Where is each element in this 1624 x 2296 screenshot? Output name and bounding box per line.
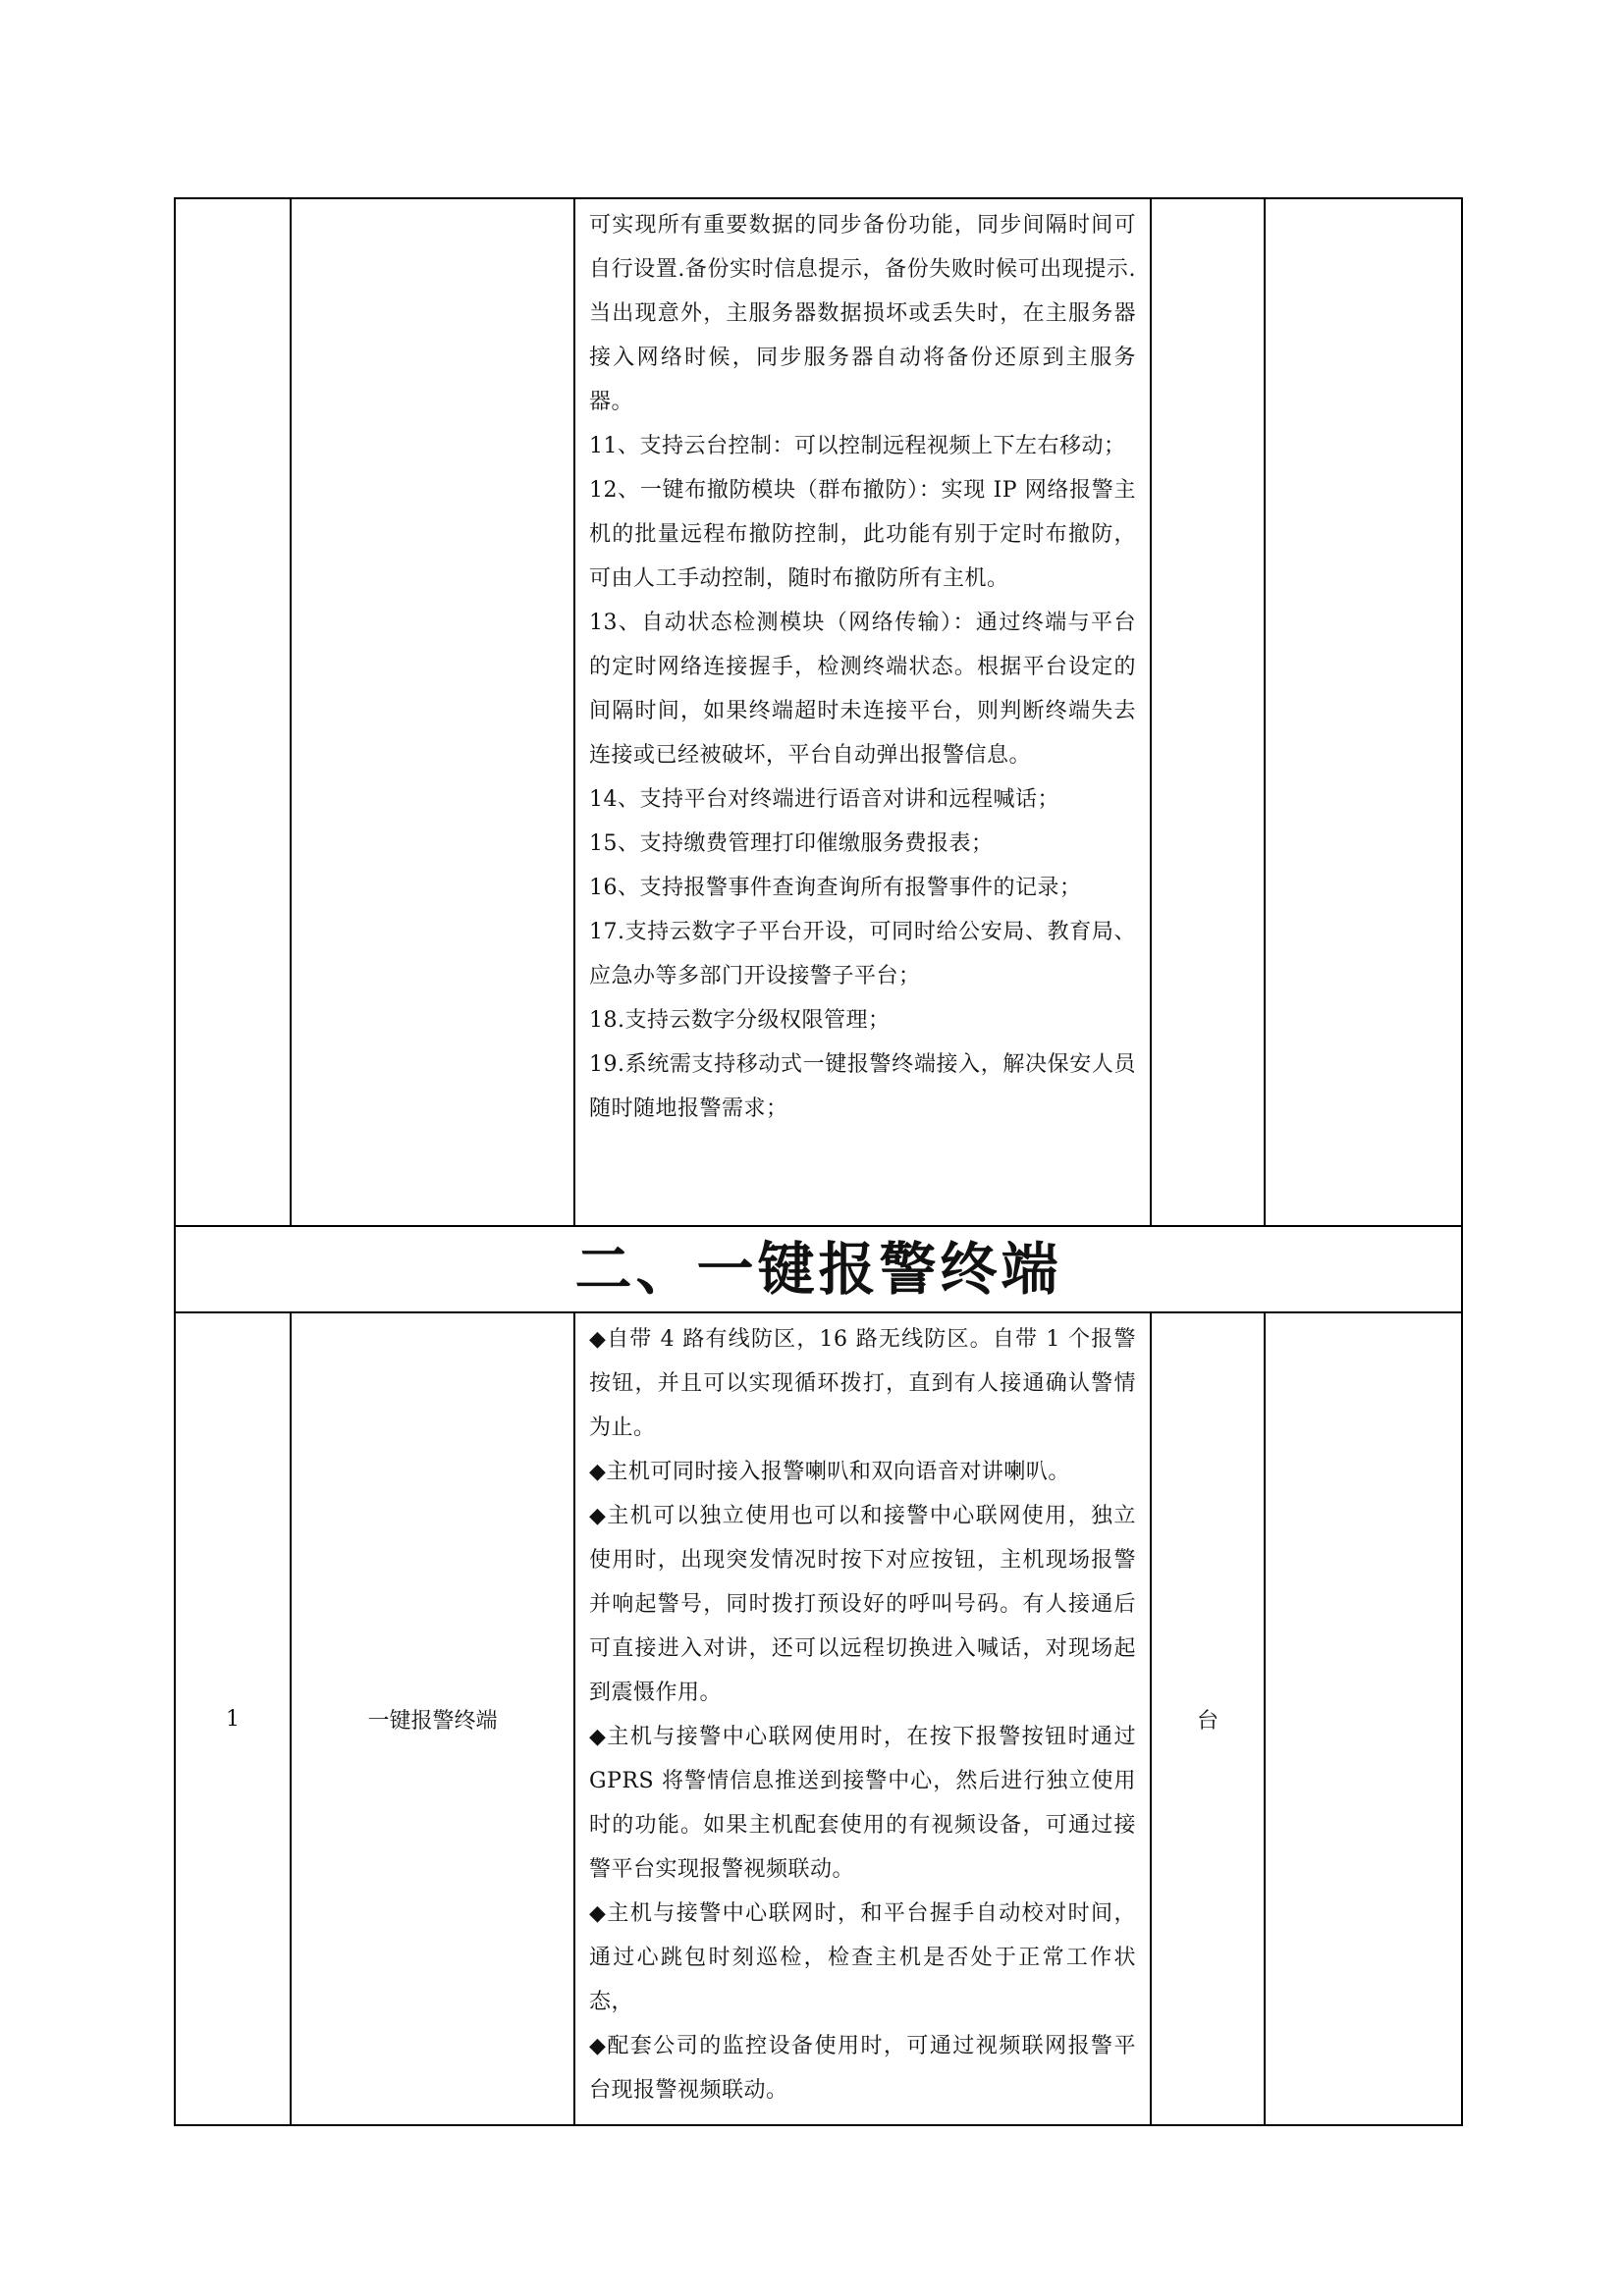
remark-cell — [1265, 198, 1462, 1226]
section-title: 二、一键报警终端 — [574, 1236, 1062, 1303]
description-paragraph: ◆自带 4 路有线防区，16 路无线防区。自带 1 个报警按钮，并且可以实现循环拨打，直到有人接通确认警情为止。 — [589, 1327, 1136, 1440]
name-cell — [291, 198, 574, 1226]
table-row — [175, 1312, 1462, 2125]
description-paragraph: ◆主机与接警中心联网时，和平台握手自动校对时间，通过心跳包时刻巡检，检查主机是否处于正常工作状态， — [589, 1901, 1136, 2014]
description-paragraph: ◆主机与接警中心联网使用时，在按下报警按钮时通过 GPRS 将警情信息推送到接警中心，然后进行独立使用时的功能。如果主机配套使用的有视频设备，可通过接警平台实现报警视频联动。 — [589, 1725, 1136, 1882]
description-paragraph: 17.支持云数字子平台开设，可同时给公安局、教育局、应急办等多部门开设接警子平台； — [589, 920, 1136, 988]
remark-cell — [1265, 1312, 1462, 2125]
description-paragraph: ◆主机可以独立使用也可以和接警中心联网使用，独立使用时，出现突发情况时按下对应按钮，主机现场报警并响起警号，同时拨打预设好的呼叫号码。有人接通后可直接进入对讲，还可以远程切换进入喊话，对现场起到震慑作用。 — [589, 1504, 1136, 1705]
description-paragraph: ◆配套公司的监控设备使用时，可通过视频联网报警平台现报警视频联动。 — [589, 2034, 1136, 2103]
description-cell — [574, 1312, 1151, 2125]
index-cell: 1 — [175, 1312, 291, 2125]
section-header-cell — [175, 1226, 1462, 1312]
description-paragraph: 12、一键布撤防模块（群布撤防）：实现 IP 网络报警主机的批量远程布撤防控制，此功能有别于定时布撤防，可由人工手动控制，随时布撤防所有主机。 — [589, 478, 1136, 591]
section-header-row — [175, 1226, 1462, 1312]
description-paragraph: 14、支持平台对终端进行语音对讲和远程喊话； — [589, 787, 1059, 812]
specification-table — [174, 197, 1463, 2126]
description-paragraph: 18.支持云数字分级权限管理； — [589, 1008, 891, 1033]
description-paragraph: ◆主机可同时接入报警喇叭和双向语音对讲喇叭。 — [589, 1460, 1070, 1484]
description-paragraph: 11、支持云台控制：可以控制远程视频上下左右移动； — [589, 434, 1126, 458]
index-cell — [175, 198, 291, 1226]
unit-cell: 台 — [1151, 1312, 1265, 2125]
table-row — [175, 198, 1462, 1226]
name-cell: 一键报警终端 — [291, 1312, 574, 2125]
description-paragraph: 15、支持缴费管理打印催缴服务费报表； — [589, 831, 994, 856]
unit-cell — [1151, 198, 1265, 1226]
description-cell — [574, 198, 1151, 1226]
description-paragraph: 13、自动状态检测模块（网络传输）：通过终端与平台的定时网络连接握手，检测终端状态。根据平台设定的间隔时间，如果终端超时未连接平台，则判断终端失去连接或已经被破坏，平台自动弹出报警信息。 — [589, 611, 1136, 768]
description-paragraph: 16、支持报警事件查询查询所有报警事件的记录； — [589, 876, 1082, 900]
description-paragraph: 19.系统需支持移动式一键报警终端接入，解决保安人员随时随地报警需求； — [589, 1052, 1136, 1121]
description-paragraph: 可实现所有重要数据的同步备份功能，同步间隔时间可自行设置.备份实时信息提示，备份失败时候可出现提示. 当出现意外，主服务器数据损坏或丢失时，在主服务器接入网络时候，同步服务器自动将备份还原到主服务器。 — [589, 213, 1136, 414]
